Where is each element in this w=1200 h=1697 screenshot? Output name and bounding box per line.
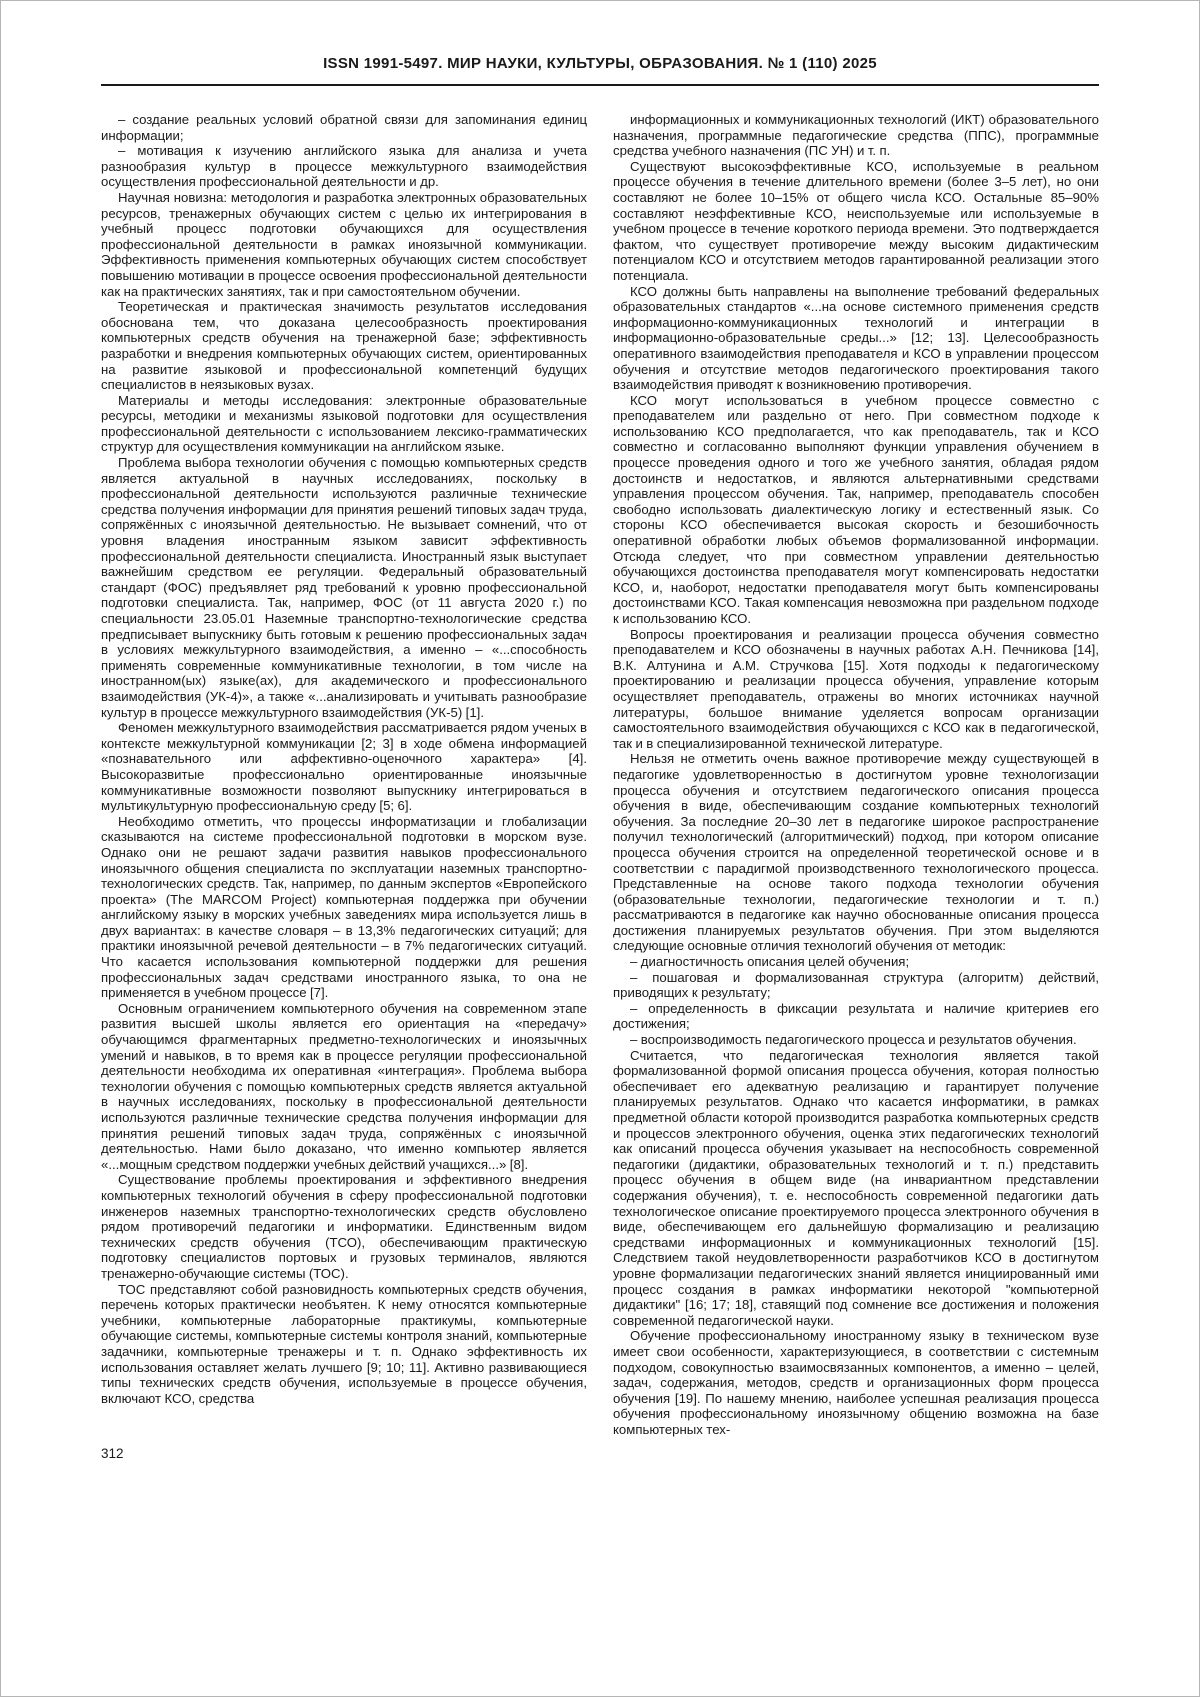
paragraph: информационных и коммуникационных технологий (ИКТ) образовательного назначения, программные педагогические средства (ППС), программные средства учебного назначения (ПС УН) и т. п. bbox=[613, 112, 1099, 159]
header-rule bbox=[101, 84, 1099, 86]
paragraph: – воспроизводимость педагогического процесса и результатов обучения. bbox=[630, 1032, 1077, 1048]
paragraph: – мотивация к изучению английского языка для анализа и учета разнообразия культур в процессе межкультурного взаимодействия осуществления профессиональной деятельности и др. bbox=[101, 143, 587, 190]
paragraph: Вопросы проектирования и реализации процесса обучения совместно преподавателем и КСО обозначены в научных работах А.Н. Печникова [14], В.К. Алтунина и А.М. Стручкова [15]. Хотя подходы к педагогическому проектированию и реализации процесса обучения, управление которым осуществляет преподаватель, отражены во многих источниках научной литературы, большое внимание уделяется вопросам организации самостоятельного взаимодействия обучающихся с КСО как в педагогической, так и в специализированной технической литературе. bbox=[613, 626, 1099, 751]
paragraph: – пошаговая и формализованная структура (алгоритм) действий, приводящих к результату; bbox=[613, 969, 1099, 1001]
journal-header-title: ISSN 1991-5497. МИР НАУКИ, КУЛЬТУРЫ, ОБРАЗОВАНИЯ. № 1 (110) 2025 bbox=[323, 55, 877, 72]
paragraph: Считается, что педагогическая технология является такой формализованной формой описания процесса обучения, которая полностью обеспечивает его адекватную реализацию и гарантирует получение планируемых результатов. Однако что касается информатики, в рамках предметной области которой производится разработка компьютерных средств и процессов электронного обучения, оценка этих педагогических технологий как описаний процесса обучения указывает на неспособность современной педагогики (дидактики, образовательных технологий и т. п.) представить процесс обучения в общем виде (на инвариантном представлении содержания обучения), т. е. неспособность современной педагогики дать технологическое описание проектируемого процесса электронного обучения в виде, обеспечивающем его дальнейшую формализацию и реализацию средствами информационных и коммуникационных технологий [15]. Следствием такой неудовлетворенности разработчиков КСО в достигнутом уровне формализации педагогических знаний является инициированный ими процесс создания в рамках информатики некоторой "компьютерной дидактики" [16; 17; 18], ставящий под сомнение все достижения и положения современной педагогической науки. bbox=[613, 1047, 1099, 1328]
left-column bbox=[101, 112, 587, 1437]
paragraph: Теоретическая и практическая значимость результатов исследования обоснована тем, что доказана целесообразность проектирования компьютерных средств обучения на тренажерной базе; эффективность разработки и внедрения компьютерных обучающих систем, ориентированных на развитие языковой и профессиональной компетенций будущих специалистов в неязыковых вузах. bbox=[101, 299, 587, 393]
page-footer bbox=[101, 1445, 1099, 1463]
paragraph: КСО могут использоваться в учебном процессе совместно с преподавателем или раздельно от него. При совместном подходе к использованию КСО предполагается, что как преподаватель, так и КСО совместно и согласованно выполняют функции управления обучением в процессе проведения одного и того же учебного занятия, обладая рядом достоинств и недостатков, и являются альтернативными средствами управления процессом обучения. Так, например, преподаватель способен свободно использовать диалектическую логику и естественный язык. Со стороны КСО обеспечивается высокая скорость и безошибочность оперативной обработки любых объемов формализованной информации. Отсюда следует, что при совместном управлении деятельностью обучающихся достоинства преподавателя могут компенсировать недостатки КСО, и, наоборот, недостатки преподавателя могут быть компенсированы достоинствами КСО. Такая компенсация невозможна при раздельном подходе к использованию КСО. bbox=[613, 392, 1099, 626]
paragraph: Необходимо отметить, что процессы информатизации и глобализации сказываются на системе профессиональной подготовки в морском вузе. Однако они не решают задачи развития навыков профессионального иноязычного общения специалиста по эксплуатации наземных транспортно-технологических средств. Так, например, по данным экспертов «Европейского проекта» (The MARCOM Project) компьютерная поддержка при обучении английскому языку в морских учебных заведениях мира используется лишь в двух вариантах: в качестве словаря – в 13,3% педагогических ситуаций; для практики иноязычной речевой деятельности – в 7% педагогических ситуаций. Что касается использования компьютерной поддержки для решения профессиональных задач средствами иностранного языка, то она не применяется в учебном процессе [7]. bbox=[101, 813, 587, 1001]
paragraph: Проблема выбора технологии обучения с помощью компьютерных средств является актуальной в научных исследованиях, поскольку в профессиональной деятельности используются различные технические средства получения информации для принятия решений типовых задач труда, сопряжённых с иноязычной деятельностью. Не вызывает сомнений, что от уровня владения иностранным языком зависит эффективность профессиональной деятельности специалиста. Иностранный язык выступает важнейшим средством ее регуляции. Федеральный образовательный стандарт (ФОС) предъявляет ряд требований к уровню профессиональной подготовки специалиста. Так, например, ФОС (от 11 августа 2020 г.) по специальности 23.05.01 Наземные транспортно-технологические средства предписывает выпускнику быть готовым к решению профессиональных задач в условиях межкультурного взаимодействия, а именно – «...способность применять современные коммуникативные технологии, в том числе на иностранном(ых) языке(ах), для академического и профессионального взаимодействия (УК-4)», а также «...анализировать и учитывать разнообразие культур в процессе межкультурного взаимодействия (УК-5) [1]. bbox=[101, 455, 587, 720]
paragraph: КСО должны быть направлены на выполнение требований федеральных образовательных стандартов «...на основе системного применения средств информационно-коммуникационных технологий и интеграции в информационно-образовательные среды...» [12; 13]. Целесообразность оперативного взаимодействия преподавателя и КСО в управлении процессом обучения и отсутствие методов педагогического проектирования такого взаимодействия приводят к возникновению противоречия. bbox=[613, 283, 1099, 393]
paragraph: Научная новизна: методология и разработка электронных образовательных ресурсов, тренажерных обучающих систем с целью их интегрирования в учебный процесс подготовки обучающихся для осуществления профессиональной деятельности в рамках иноязычной коммуникации. Эффективность применения компьютерных обучающих систем способствует повышению мотивации в процессе освоения профессиональной деятельности как на практических занятиях, так и при самостоятельном обучении. bbox=[101, 189, 587, 299]
article-body bbox=[101, 112, 1099, 1437]
paragraph: ТОС представляют собой разновидность компьютерных средств обучения, перечень которых практически необъятен. К нему относятся компьютерные учебники, компьютерные лабораторные практикумы, компьютерные обучающие системы, компьютерные системы контроля знаний, компьютерные задачники, компьютерные тренажеры и т. п. Однако эффективность их использования оставляет желать лучшего [9; 10; 11]. Активно развивающиеся типы технических средств обучения, используемые в процессе обучения, включают КСО, средства bbox=[101, 1281, 587, 1406]
paragraph: – создание реальных условий обратной связи для запоминания единиц информации; bbox=[101, 112, 587, 143]
paragraph: – определенность в фиксации результата и наличие критериев его достижения; bbox=[613, 1000, 1099, 1032]
page-header bbox=[101, 55, 1099, 86]
paragraph: – диагностичность описания целей обучения; bbox=[630, 954, 910, 970]
page-number: 312 bbox=[101, 1446, 124, 1462]
paragraph: Существование проблемы проектирования и эффективного внедрения компьютерных технологий обучения в сферу профессиональной подготовки инженеров наземных транспортно-технологических средств обусловлено рядом противоречий педагогики и информатики. Единственным видом технических средств обучения (ТСО), обеспечивающим практическую подготовку специалистов портовых и грузовых терминалов, являются тренажерно-обучающие системы (ТОС). bbox=[101, 1172, 587, 1281]
paragraph: Обучение профессиональному иностранному языку в техническом вузе имеет свои особенности, характеризующиеся, в соответствии с системным подходом, совокупностью взаимосвязанных компонентов, а именно – целей, задач, содержания, методов, средств и организационных форм процесса обучения [19]. По нашему мнению, наиболее успешная реализация процесса обучения профессиональному иноязычному общению возможна на базе компьютерных тех- bbox=[613, 1328, 1099, 1437]
paragraph: Феномен межкультурного взаимодействия рассматривается рядом ученых в контексте межкультурной коммуникации [2; 3] в ходе обмена информацией «познавательного или аффективно-оценочного характера» [4]. Высокоразвитые профессионально ориентированные иноязычные коммуникативные возможности позволяют выпускнику интегрироваться в мультикультурную профессиональную среду [5; 6]. bbox=[101, 720, 587, 814]
paragraph: Основным ограничением компьютерного обучения на современном этапе развития высшей школы является его ориентация на «передачу» обучающимся фрагментарных предметно-технологических и иноязычных умений и навыков, в то время как в процессе регуляции профессиональной деятельности необходима их оперативная «интеграция». Проблема выбора технологии обучения с помощью компьютерных средств является актуальной в научных исследованиях, поскольку в профессиональной деятельности используются различные технические средства получения информации для принятия решений типовых задач труда, сопряжённых с иноязычной деятельностью. Нами было доказано, что именно компьютер является «...мощным средством поддержки учебных действий учащихся...» [8]. bbox=[101, 1000, 587, 1172]
paragraph: Материалы и методы исследования: электронные образовательные ресурсы, методики и механизмы языковой подготовки для осуществления профессиональной деятельности с использованием лексико-грамматических структур для осуществления коммуникации на английском языке. bbox=[101, 392, 587, 455]
right-column bbox=[613, 112, 1099, 1437]
paragraph: Нельзя не отметить очень важное противоречие между существующей в педагогике удовлетворенностью в достигнутом уровне технологизации процесса обучения и отсутствием педагогического описания процесса обучения в виде, обеспечивающим создание компьютерных технологий обучения. За последние 20–30 лет в педагогике широкое распространение получил технологический (алгоритмический) подход, при котором описание процесса обучения строится на определенной теоретической основе и в соответствии с парадигмой производственного технологического процесса. Представленные на основе такого подхода технологии обучения (образовательные технологии, педагогические технологии и т. п.) рассматриваются в педагогике как научно обоснованные описания процесса достижения планируемых результатов обучения. При этом выделяются следующие основные отличия технологий обучения от методик: bbox=[613, 751, 1099, 954]
paragraph: Существуют высокоэффективные КСО, используемые в реальном процессе обучения в течение длительного времени (более 3–5 лет), но они составляют не более 10–15% от общего числа КСО. Остальные 85–90% составляют неэффективные КСО, неиспользуемые или используемые в учебном процессе в течение короткого периода времени. Это подтверждается фактом, что существует противоречие между высоким дидактическим потенциалом КСО и отсутствием методов гарантированной реализации этого потенциала. bbox=[613, 158, 1099, 283]
